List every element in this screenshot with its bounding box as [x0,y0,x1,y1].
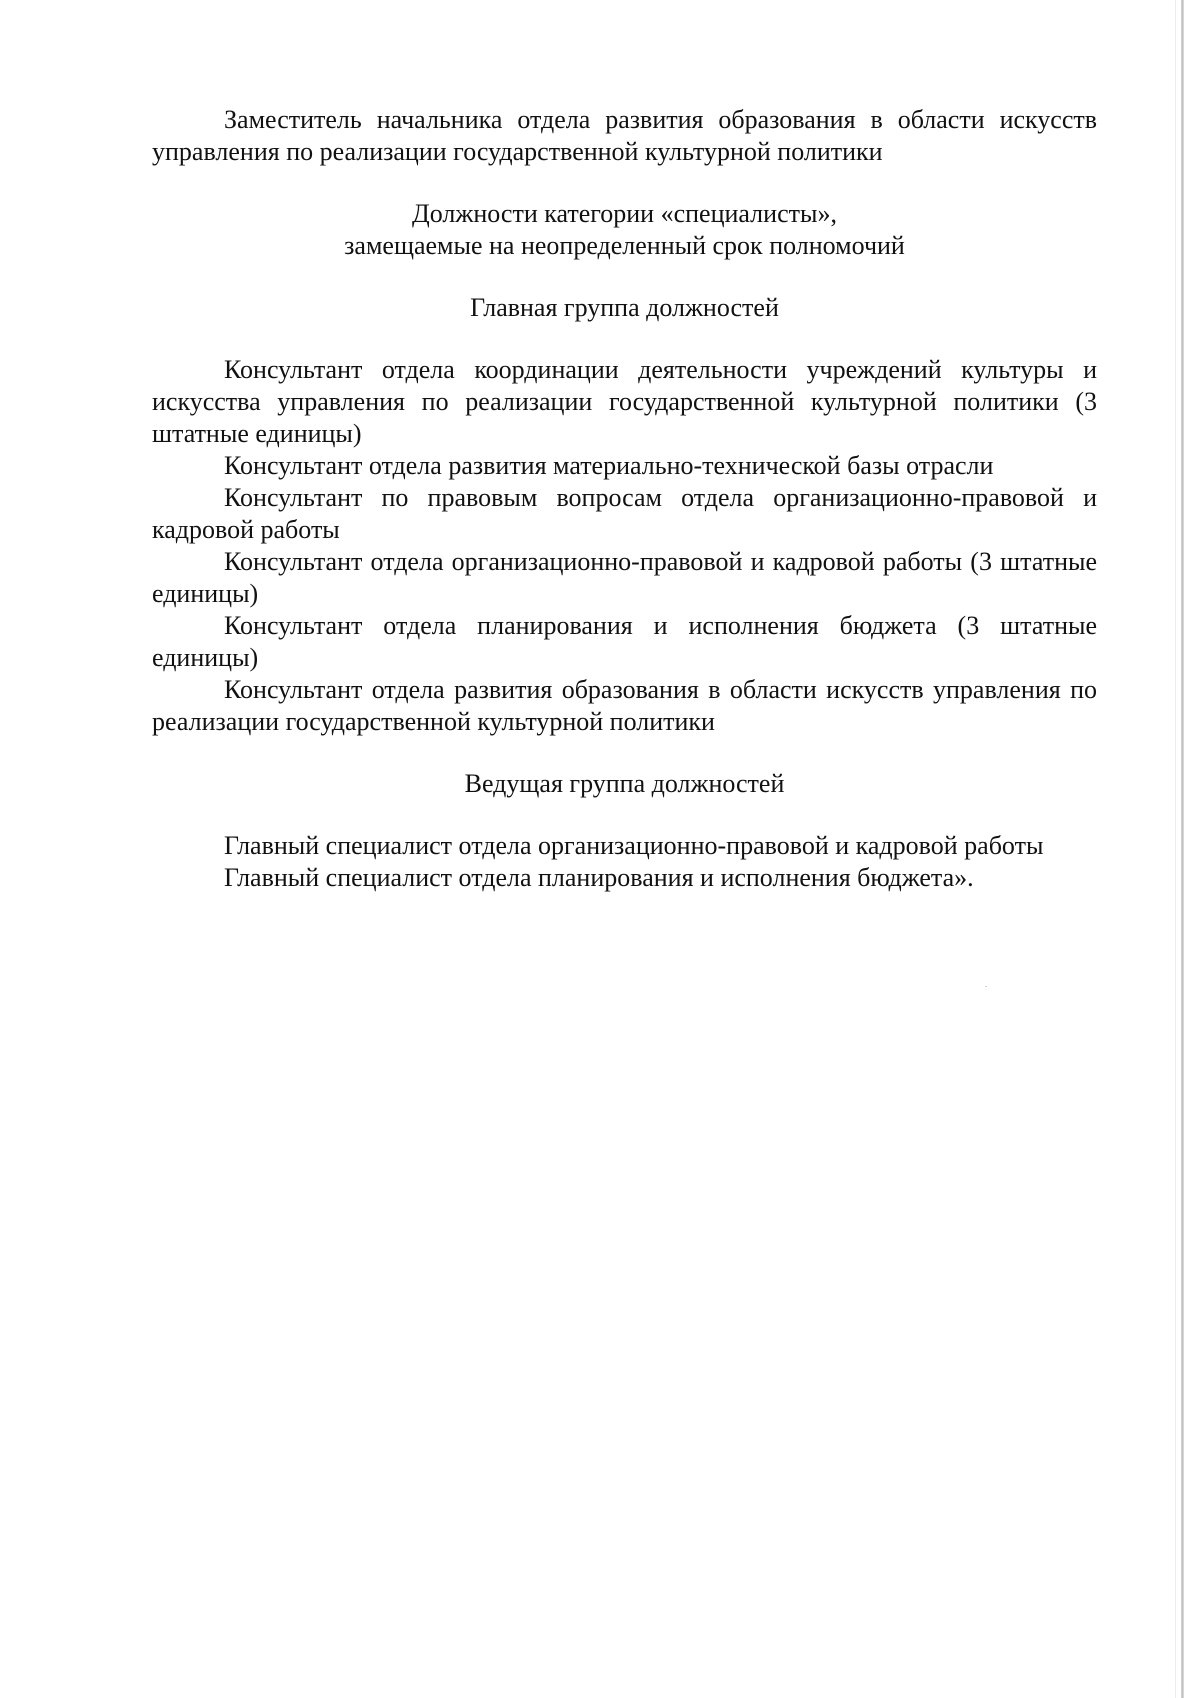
leading-group-heading: Ведущая группа должностей [464,769,785,798]
category-heading-line1: Должности категории «специалисты», [412,199,837,228]
intro-paragraph: Заместитель начальника отдела развития образования в области искусств управления по реализации государственной культурной политики [152,105,1097,166]
main-group-item: Консультант отдела планирования и исполнения бюджета (3 штатные единицы) [152,611,1097,672]
main-group-item: Консультант отдела развития образования в области искусств управления по реализации государственной культурной политики [152,675,1097,736]
main-group-item: Консультант отдела координации деятельности учреждений культуры и искусства управления по реализации государственной культурной политики (3 штатные единицы) [152,355,1097,448]
leading-group-item: Главный специалист отдела организационно-правовой и кадровой работы [224,831,1044,860]
scan-edge [1181,0,1184,1698]
main-group-item: Консультант отдела организационно-правовой и кадровой работы (3 штатные единицы) [152,547,1097,608]
scan-speck [985,986,987,987]
scan-edge-inner [1175,0,1176,1698]
document-body [152,104,1097,894]
main-group-item: Консультант по правовым вопросам отдела организационно-правовой и кадровой работы [152,483,1097,544]
main-group-heading: Главная группа должностей [470,293,779,322]
main-group-item: Консультант отдела развития материально-технической базы отрасли [224,451,994,480]
leading-group-item: Главный специалист отдела планирования и исполнения бюджета». [224,863,974,892]
category-heading-line2: замещаемые на неопределенный срок полномочий [344,231,905,260]
